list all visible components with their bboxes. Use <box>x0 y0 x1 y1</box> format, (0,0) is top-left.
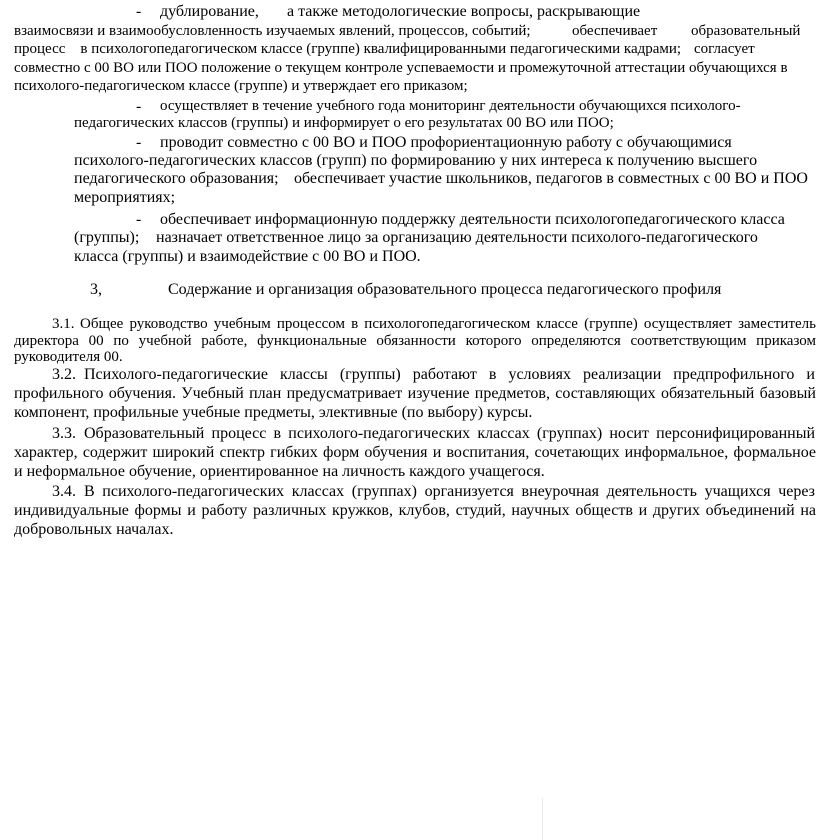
list-dash: - <box>136 3 142 20</box>
paragraph-line: характер, содержит широкий спектр гибких форм обучения и воспитания, сочетающих информальное, формальное <box>14 444 816 461</box>
list-text: процесс в психологопедагогическом классе (группе) квалифицированными педагогическими кадрами; <box>14 41 682 57</box>
section-title: Содержание и организация образовательного процесса педагогического профиля <box>168 281 722 298</box>
section-number: 3, <box>90 281 102 298</box>
paragraph-line: Образовательный процесс в психолого-педагогических классах (группах) носит персонифицированный <box>84 425 815 442</box>
paragraph-line: Общее руководство учебным процессом в психологопедагогическом классе (группе) осуществляет заместитель <box>80 316 816 332</box>
paragraph-line: профильного обучения. Учебный план предусматривает изучение предметов, составляющих обязательный базовый <box>14 385 816 402</box>
paragraph-number: 3.4. <box>52 483 76 500</box>
paragraph-line: Психолого-педагогические классы (группы) работают в условиях реализации предпрофильного и <box>84 366 815 383</box>
paragraph-line: руководителя 00. <box>14 349 123 365</box>
paragraph-number: 3.1. <box>52 316 75 332</box>
list-text: обеспечивает информационную поддержку деятельности психологопедагогического класса <box>160 211 785 228</box>
list-text: осуществляет в течение учебного года мониторинг деятельности обучающихся психолого- <box>160 98 741 114</box>
paragraph-number: 3.3. <box>52 425 76 442</box>
list-dash: - <box>136 134 142 151</box>
list-text: (группы); <box>74 229 140 246</box>
list-text: согласует <box>694 41 755 57</box>
list-text: педагогических классов (группы) и информирует о его результатах 00 ВО или ПОО; <box>74 115 614 131</box>
list-text: дублирование, <box>160 3 259 20</box>
paragraph-line: индивидуальные формы и работу различных кружков, клубов, студий, научных обществ и других объединений на <box>14 502 816 519</box>
list-text: совместно с 00 ВО или ПОО положение о текущем контроле успеваемости и промежуточной аттестации обучающихся в <box>14 60 788 76</box>
list-text: мероприятиях; <box>74 189 176 206</box>
list-text: обеспечивает <box>572 23 658 39</box>
list-text: а также методологические вопросы, раскрывающие <box>287 3 641 20</box>
list-text: обеспечивает участие школьников, педагогов в совместных с 00 ВО и ПОО <box>294 170 808 187</box>
list-dash: - <box>136 98 142 115</box>
page-divider <box>542 798 543 840</box>
list-text: психолого-педагогическом классе (группе) и утверждает его приказом; <box>14 78 468 94</box>
list-text: взаимосвязи и взаимообусловленность изучаемых явлений, процессов, событий; <box>14 23 531 39</box>
paragraph-line: компонент, профильные учебные предметы, элективные (по выбору) курсы. <box>14 404 533 421</box>
paragraph-line: директора 00 по учебной работе, функциональные обязанности которого определяются соответствующим приказом <box>14 333 816 349</box>
paragraph-line: добровольных началах. <box>14 521 174 538</box>
list-text: образовательный <box>691 23 801 39</box>
paragraph-number: 3.2. <box>52 366 76 383</box>
list-text: назначает ответственное лицо за организацию деятельности психолого-педагогического <box>156 229 758 246</box>
list-text: класса (группы) и взаимодействие с 00 ВО и ПОО. <box>74 248 421 265</box>
paragraph-line: и неформальное обучение, ориентированное на личность каждого учащегося. <box>14 463 545 480</box>
list-text: педагогического образования; <box>74 170 279 187</box>
list-dash: - <box>136 211 142 228</box>
paragraph-line: В психолого-педагогических классах (группах) организуется внеурочная деятельность учащихся через <box>84 483 815 500</box>
list-text: психолого-педагогических классов (групп) по формированию у них интереса к получению высшего <box>74 152 758 169</box>
list-text: проводит совместно с 00 ВО и ПОО профориентационную работу с обучающимися <box>160 134 732 151</box>
